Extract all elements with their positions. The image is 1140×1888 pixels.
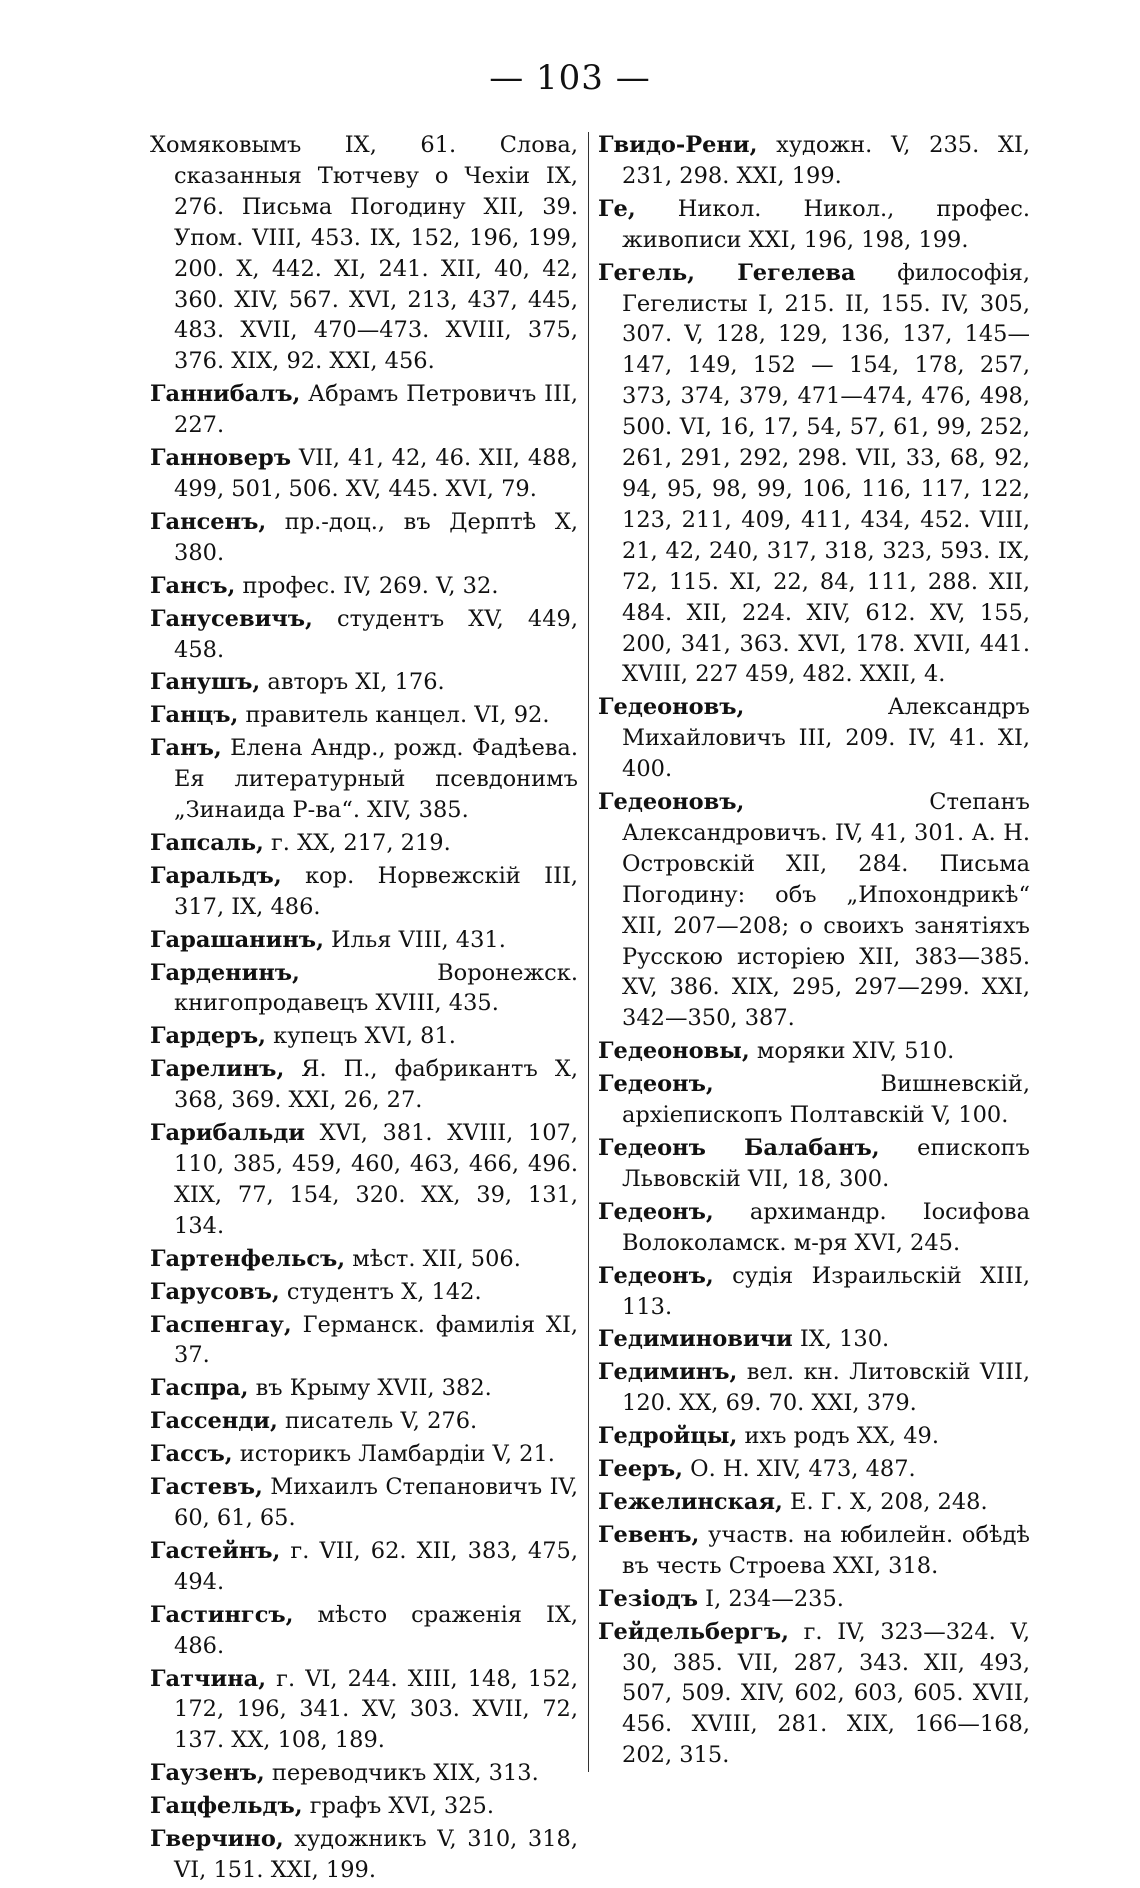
index-column-right [598, 130, 1030, 1773]
entry-headword: Гедеонъ, [598, 1198, 714, 1225]
index-entry [598, 194, 1030, 256]
entry-headword: Ганнибалъ, [150, 381, 301, 408]
entry-references: Степанъ Александровичъ. IV, 41, 301. А. Н. Островскій XII, 284. Письма Погодину: объ „Ипохондрикѣ“ XII, 207—208; о своихъ занятіяхъ Русскою исторіею XII, 383—385. XV, 386. XIX, 295, 297—299. XXI, 342—350, 387. [622, 789, 1030, 1032]
entry-references: художникъ V, 310, 318, VI, 151. XXI, 199. [174, 1826, 578, 1883]
entry-headword: Гедиминовичи [598, 1326, 793, 1353]
entry-headword: Гедеоновы, [598, 1038, 750, 1065]
index-entry [150, 1244, 578, 1275]
index-entry [150, 1536, 578, 1598]
entry-references: г. XX, 217, 219. [263, 829, 451, 856]
entry-headword: Гапсаль, [150, 829, 264, 856]
index-entry [150, 700, 578, 731]
entry-headword: Гастевъ, [150, 1474, 263, 1501]
entry-headword: Гедеонъ, [598, 1262, 714, 1289]
index-entry [598, 1036, 1030, 1067]
entry-references: въ Крыму XVII, 382. [248, 1375, 492, 1402]
index-entry [150, 130, 578, 377]
index-entry [598, 1487, 1030, 1518]
index-entry [598, 1069, 1030, 1131]
index-entry [150, 828, 578, 859]
entry-headword: Гезіодъ [598, 1585, 699, 1612]
entry-headword: Гедеоновъ, [598, 694, 745, 721]
index-entry [150, 507, 578, 569]
entry-references: художн. V, 235. XI, 231, 298. XXI, 199. [622, 132, 1030, 189]
entry-references: моряки XIV, 510. [749, 1038, 955, 1065]
entry-references: Михаилъ Степановичъ IV, 60, 61, 65. [174, 1474, 578, 1531]
index-entry [598, 1584, 1030, 1615]
entry-headword: Гансенъ, [150, 508, 267, 535]
index-entry [150, 861, 578, 923]
entry-headword: Гверчино, [150, 1826, 284, 1853]
entry-references: г. IV, 323—324. V, 30, 385. VII, 287, 343. XII, 493, 507, 509. XIV, 602, 603, 605. XVII, 456. XVIII, 281. XIX, 166—168, 202, 315. [622, 1618, 1030, 1769]
entry-references: г. VII, 62. XII, 383, 475, 494. [174, 1537, 578, 1595]
entry-references: пр.-доц., въ Дерптѣ X, 380. [174, 508, 578, 566]
entry-headword: Гастейнъ, [150, 1537, 281, 1564]
entry-references: вел. кн. Литовскій VIII, 120. XX, 69. 70. XXI, 379. [622, 1359, 1030, 1417]
index-entry [150, 1439, 578, 1470]
entry-headword: Ганусевичъ, [150, 605, 313, 632]
entry-references: г. VI, 244. XIII, 148, 152, 172, 196, 341. XV, 303. XVII, 72, 137. XX, 108, 189. [174, 1665, 578, 1754]
entry-headword: Гедеонъ, [598, 1071, 714, 1098]
index-entry [150, 1472, 578, 1534]
entry-references: Илья VIII, 431. [323, 926, 506, 953]
entry-headword: Гежелинская, [598, 1488, 783, 1515]
index-entry [150, 1664, 578, 1757]
entry-headword: Ганушъ, [150, 669, 261, 696]
entry-headword: Гансъ, [150, 572, 236, 599]
entry-references: Вишневскій, архіепископъ Полтавскій V, 100. [622, 1071, 1030, 1129]
entry-headword: Ганцъ, [150, 702, 239, 729]
entry-headword: Гееръ, [598, 1456, 683, 1483]
index-entry [598, 1617, 1030, 1772]
entry-headword: Гассъ, [150, 1441, 233, 1468]
index-entry [598, 1454, 1030, 1485]
entry-references: Никол. Никол., профес. живописи XXI, 196, 198, 199. [622, 195, 1030, 253]
entry-references: правитель канцел. VI, 92. [238, 702, 550, 729]
index-entry [598, 1261, 1030, 1323]
entry-headword: Гедеонъ Балабанъ, [598, 1135, 880, 1161]
entry-headword: Гаспра, [150, 1375, 249, 1402]
column-divider [588, 132, 589, 1772]
entry-references: студентъ XV, 449, 458. [174, 605, 578, 663]
index-entry [598, 1421, 1030, 1452]
entry-headword: Гастингсъ, [150, 1601, 294, 1628]
entry-headword: Гедройцы, [598, 1423, 738, 1450]
entry-headword: Ге, [598, 195, 636, 222]
entry-headword: Ганноверъ [150, 445, 291, 472]
index-entry [150, 604, 578, 666]
entry-headword: Гацфельдъ, [150, 1793, 303, 1820]
entry-headword: Гарашанинъ, [150, 926, 324, 953]
entry-references: Александръ Михайловичъ III, 209. IV, 41. XI, 400. [622, 694, 1030, 783]
entry-headword: Гаральдъ, [150, 862, 282, 889]
index-entry [150, 1824, 578, 1886]
entry-references: архимандр. Іосифова Волоколамск. м-ря XVI, 245. [622, 1198, 1030, 1256]
entry-headword: Гарусовъ, [150, 1278, 280, 1305]
index-entry [598, 1133, 1030, 1195]
index-entry [150, 958, 578, 1020]
entry-headword: Гарелинъ, [150, 1056, 285, 1083]
entry-references: XVI, 381. XVIII, 107, 110, 385, 459, 460, 463, 466, 496. XIX, 77, 154, 320. XX, 39, 131, 134. [174, 1120, 578, 1239]
entry-headword: Гвидо-Рени, [598, 132, 758, 158]
entry-references: студентъ X, 142. [279, 1278, 482, 1305]
index-entry [150, 571, 578, 602]
entry-references: профес. IV, 269. V, 32. [235, 572, 499, 599]
index-entry [150, 1791, 578, 1822]
entry-headword: Гарденинъ, [150, 959, 300, 986]
entry-references: Хомяковымъ IX, 61. Слова, сказанныя Тютчеву о Чехіи IX, 276. Письма Погодину XII, 39. Упом. VIII, 453. IX, 152, 196, 199, 200. X, 442. XI, 241. XII, 40, 42, 360. XIV, 567. XVI, 213, 437, 445, 483. XVII, 470—473. XVIII, 375, 376. XIX, 92. XXI, 456. [150, 132, 578, 375]
entry-references: философія, Гегелисты I, 215. II, 155. IV, 305, 307. V, 128, 129, 136, 137, 145—147, 149, 152 — 154, 178, 257, 373, 374, 379, 471—474, 476, 498, 500. VI, 16, 17, 54, 57, 61, 99, 252, 261, 291, 292, 298. VII, 33, 68, 92, 94, 95, 98, 99, 106, 116, 117, 122, 123, 211, 409, 411, 434, 452. VIII, 21, 42, 240, 317, 318, 323, 593. IX, 72, 115. XI, 22, 84, 111, 288. XII, 484. XII, 224. XIV, 612. XV, 155, 200, 341, 363. XVI, 178. XVII, 441. XVIII, 227 459, 482. XXII, 4. [622, 259, 1030, 688]
entry-references: I, 234—235. [698, 1585, 844, 1612]
entry-headword: Гаузенъ, [150, 1760, 265, 1787]
entry-references: судія Израильскій XIII, 113. [622, 1262, 1030, 1320]
index-entry [598, 1520, 1030, 1582]
entry-references: участв. на юбилейн. обѣдѣ въ честь Строева XXI, 318. [622, 1521, 1030, 1579]
entry-references: Воронежск. книгопродавецъ XVIII, 435. [174, 959, 578, 1017]
index-column-left [150, 130, 578, 1888]
entry-references: историкъ Ламбардіи V, 21. [232, 1441, 555, 1468]
entry-references: писатель V, 276. [277, 1408, 478, 1435]
entry-headword: Гевенъ, [598, 1521, 700, 1548]
index-entry [150, 1118, 578, 1242]
entry-headword: Гаспенгау, [150, 1311, 292, 1338]
index-entry [150, 1054, 578, 1116]
index-entry [150, 1373, 578, 1404]
entry-references: Я. П., фабрикантъ X, 368, 369. XXI, 26, 27. [174, 1056, 578, 1114]
entry-references: мѣсто сраженія IX, 486. [174, 1601, 578, 1659]
entry-references: VII, 41, 42, 46. XII, 488, 499, 501, 506. XV, 445. XVI, 79. [174, 445, 578, 502]
entry-references: Абрамъ Петровичъ III, 227. [174, 381, 578, 439]
index-entry [150, 1758, 578, 1789]
index-entry [598, 1357, 1030, 1419]
index-entry [598, 787, 1030, 1034]
index-entry [150, 379, 578, 441]
index-entry [598, 130, 1030, 192]
entry-headword: Гедеоновъ, [598, 789, 745, 816]
entry-references: О. Н. XIV, 473, 487. [683, 1456, 916, 1483]
index-entry [150, 1021, 578, 1052]
entry-references: авторъ XI, 176. [260, 669, 445, 696]
entry-headword: Гассенди, [150, 1408, 278, 1435]
entry-headword: Гедиминъ, [598, 1359, 738, 1386]
index-entry [150, 1600, 578, 1662]
entry-references: IX, 130. [792, 1326, 890, 1353]
index-entry [150, 733, 578, 826]
entry-headword: Гатчина, [150, 1665, 267, 1692]
index-entry [598, 692, 1030, 785]
entry-references: графъ XVI, 325. [302, 1793, 494, 1820]
entry-headword: Гардеръ, [150, 1023, 266, 1050]
entry-references: Е. Г. X, 208, 248. [782, 1488, 988, 1515]
entry-references: кор. Норвежскій III, 317, IX, 486. [174, 862, 578, 920]
entry-references: Германск. фамилія XI, 37. [174, 1311, 578, 1369]
index-entry [150, 1406, 578, 1437]
index-entry [598, 258, 1030, 691]
entry-headword: Гегель, Гегелева [598, 259, 856, 286]
index-entry [150, 1277, 578, 1308]
entry-references: епископъ Львовскій VII, 18, 300. [622, 1135, 1030, 1192]
index-entry [150, 667, 578, 698]
page-number: — 103 — [489, 58, 651, 98]
entry-references: ихъ родъ XX, 49. [737, 1423, 939, 1450]
entry-references: купецъ XVI, 81. [265, 1023, 456, 1050]
entry-references: Елена Андр., рожд. Фадѣева. Ея литературный псевдонимъ „Зинаида Р-ва“. XIV, 385. [174, 735, 578, 824]
entry-references: мѣст. XII, 506. [345, 1245, 521, 1272]
entry-references: переводчикъ XIX, 313. [264, 1760, 539, 1787]
entry-headword: Гарибальди [150, 1120, 305, 1147]
entry-headword: Гартенфельсъ, [150, 1245, 346, 1272]
index-entry [150, 1310, 578, 1372]
index-entry [150, 443, 578, 505]
index-entry [598, 1324, 1030, 1355]
entry-headword: Ганъ, [150, 735, 222, 762]
entry-headword: Гейдельбергъ, [598, 1618, 789, 1645]
index-entry [150, 925, 578, 956]
index-entry [598, 1197, 1030, 1259]
